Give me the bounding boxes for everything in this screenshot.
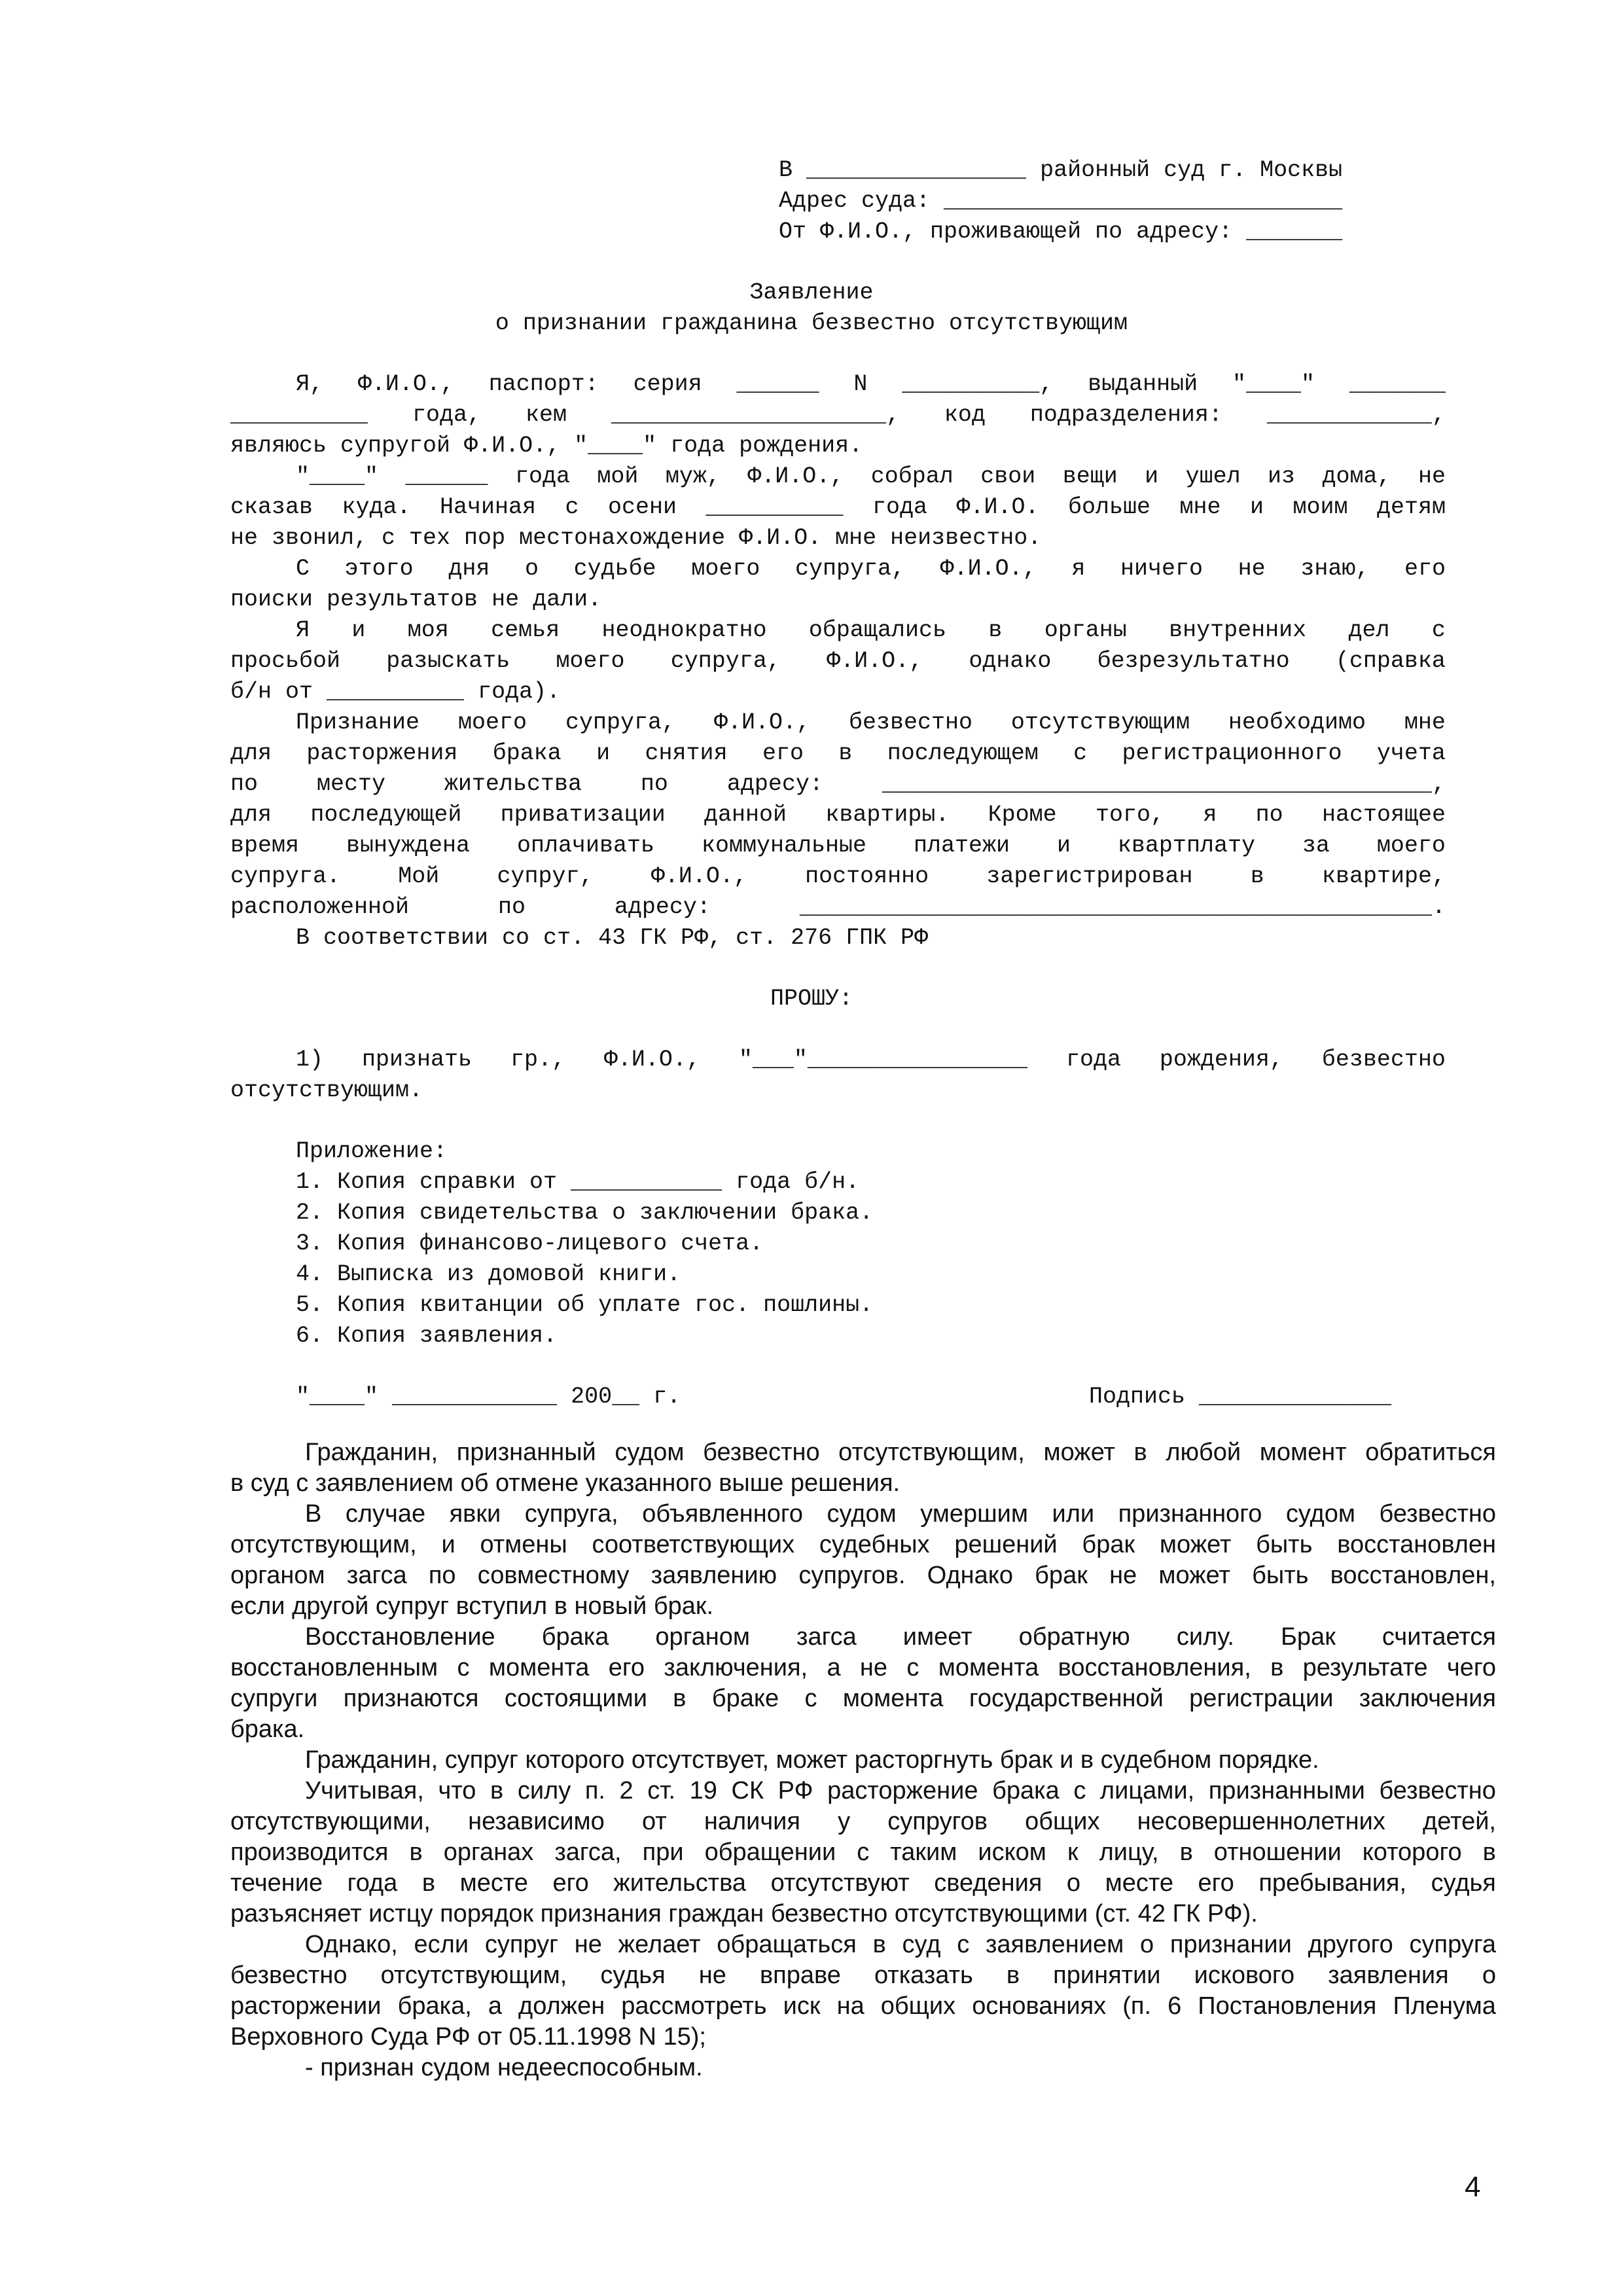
request-item: 1) признать гр., Ф.И.О., "___"________________ года рождения, безвестно (296, 1047, 1446, 1073)
note-line: отсутствующими, независимо от наличия у супругов общих несовершеннолетних детей, (230, 1808, 1496, 1835)
paragraph-line: по месту жительства по адресу: ________________________________________, (230, 771, 1446, 797)
note-line: Учитывая, что в силу п. 2 ст. 19 СК РФ расторжение брака с лицами, признанными безвестно (305, 1777, 1496, 1804)
paragraph-line: б/н от __________ года). (230, 679, 561, 705)
paragraph-line: Я и моя семья неоднократно обращались в органы внутренних дел с (296, 617, 1446, 643)
attachment-item: 1. Копия справки от ___________ года б/н. (296, 1169, 860, 1195)
note-line: в суд с заявлением об отмене указанного выше решения. (230, 1469, 901, 1497)
note-line: восстановленным с момента его заключения, а не с момента восстановления, в результате чего (230, 1654, 1496, 1681)
court-address-line: Адрес суда: _____________________________ (779, 188, 1343, 214)
paragraph-line: Я, Ф.И.О., паспорт: серия ______ N __________, выданный "____" _______ (296, 371, 1446, 397)
paragraph-line: В соответствии со ст. 43 ГК РФ, ст. 276 ГПК РФ (296, 925, 929, 951)
attachment-item: 3. Копия финансово-лицевого счета. (296, 1230, 764, 1257)
attachment-item: 4. Выписка из домовой книги. (296, 1261, 681, 1287)
paragraph-line: Признание моего супруга, Ф.И.О., безвестно отсутствующим необходимо мне (296, 709, 1446, 736)
attachment-item: 6. Копия заявления. (296, 1323, 558, 1349)
title-line-1: Заявление (749, 279, 874, 306)
paragraph-line: расположенной по адресу: ______________________________________________. (230, 894, 1446, 920)
note-line: Гражданин, супруг которого отсутствует, может расторгнуть брак и в судебном порядке. (305, 1746, 1319, 1774)
page-number: 4 (1465, 2171, 1481, 2203)
signature-field: Подпись ______________ (1089, 1384, 1392, 1410)
paragraph-line: супруга. Мой супруг, Ф.И.О., постоянно зарегистрирован в квартире, (230, 863, 1446, 889)
note-line: В случае явки супруга, объявленного судом умершим или признанного судом безвестно (305, 1500, 1496, 1528)
paragraph-line: время вынуждена оплачивать коммунальные платежи и квартплату за моего (230, 833, 1446, 859)
note-line: Восстановление брака органом загса имеет обратную силу. Брак считается (305, 1623, 1496, 1651)
paragraph-line: являюсь супругой Ф.И.О., "____" года рождения. (230, 433, 863, 459)
note-line: супруги признаются состоящими в браке с момента государственной регистрации заключения (230, 1685, 1496, 1712)
note-line: безвестно отсутствующим, судья не вправе отказать в принятии искового заявления о (230, 1962, 1496, 1989)
note-line: Гражданин, признанный судом безвестно отсутствующим, может в любой момент обратиться (305, 1439, 1496, 1466)
court-name-line: В ________________ районный суд г. Москвы (779, 157, 1343, 183)
paragraph-line: "____" ______ года мой муж, Ф.И.О., собрал свои вещи и ушел из дома, не (296, 463, 1446, 490)
note-line: разъясняет истцу порядок признания граждан безвестно отсутствующими (ст. 42 ГК РФ). (230, 1900, 1258, 1928)
note-line: расторжении брака, а должен рассмотреть иск на общих основаниях (п. 6 Постановления Пленума (230, 1992, 1496, 2020)
note-line: течение года в месте его жительства отсутствуют сведения о месте его пребывания, судья (230, 1869, 1496, 1897)
applicant-line: От Ф.И.О., проживающей по адресу: _______ (779, 219, 1343, 245)
paragraph-line: __________ года, кем ____________________, код подразделения: ____________, (230, 402, 1446, 428)
request-heading: ПРОШУ: (770, 986, 853, 1012)
note-line: - признан судом недееспособным. (305, 2054, 703, 2081)
request-item: отсутствующим. (230, 1077, 423, 1103)
note-line: отсутствующим, и отмены соответствующих судебных решений брак может быть восстановлен (230, 1531, 1496, 1558)
date-field: "____" ____________ 200__ г. (296, 1384, 681, 1410)
paragraph-line: для расторжения брака и снятия его в последующем с регистрационного учета (230, 740, 1446, 766)
paragraph-line: поиски результатов не дали. (230, 586, 602, 613)
note-line: если другой супруг вступил в новый брак. (230, 1592, 714, 1620)
attachment-item: 2. Копия свидетельства о заключении брака. (296, 1200, 874, 1226)
note-line: брака. (230, 1715, 305, 1743)
paragraph-line: не звонил, с тех пор местонахождение Ф.И.О. мне неизвестно. (230, 525, 1042, 551)
attachments-heading: Приложение: (296, 1138, 448, 1164)
title-line-2: о признании гражданина безвестно отсутствующим (495, 310, 1128, 336)
note-line: Верховного Суда РФ от 05.11.1998 N 15); (230, 2023, 706, 2051)
note-line: Однако, если супруг не желает обращаться в суд с заявлением о признании другого супруга (305, 1931, 1496, 1958)
paragraph-line: для последующей приватизации данной квартиры. Кроме того, я по настоящее (230, 802, 1446, 828)
paragraph-line: сказав куда. Начиная с осени __________ года Ф.И.О. больше мне и моим детям (230, 494, 1446, 520)
note-line: производится в органах загса, при обращении с таким иском к лицу, в отношении которого в (230, 1839, 1496, 1866)
paragraph-line: С этого дня о судьбе моего супруга, Ф.И.О., я ничего не знаю, его (296, 556, 1446, 582)
attachment-item: 5. Копия квитанции об уплате гос. пошлины. (296, 1292, 874, 1318)
note-line: органом загса по совместному заявлению супругов. Однако брак не может быть восстановлен, (230, 1562, 1496, 1589)
paragraph-line: просьбой разыскать моего супруга, Ф.И.О., однако безрезультатно (справка (230, 648, 1446, 674)
